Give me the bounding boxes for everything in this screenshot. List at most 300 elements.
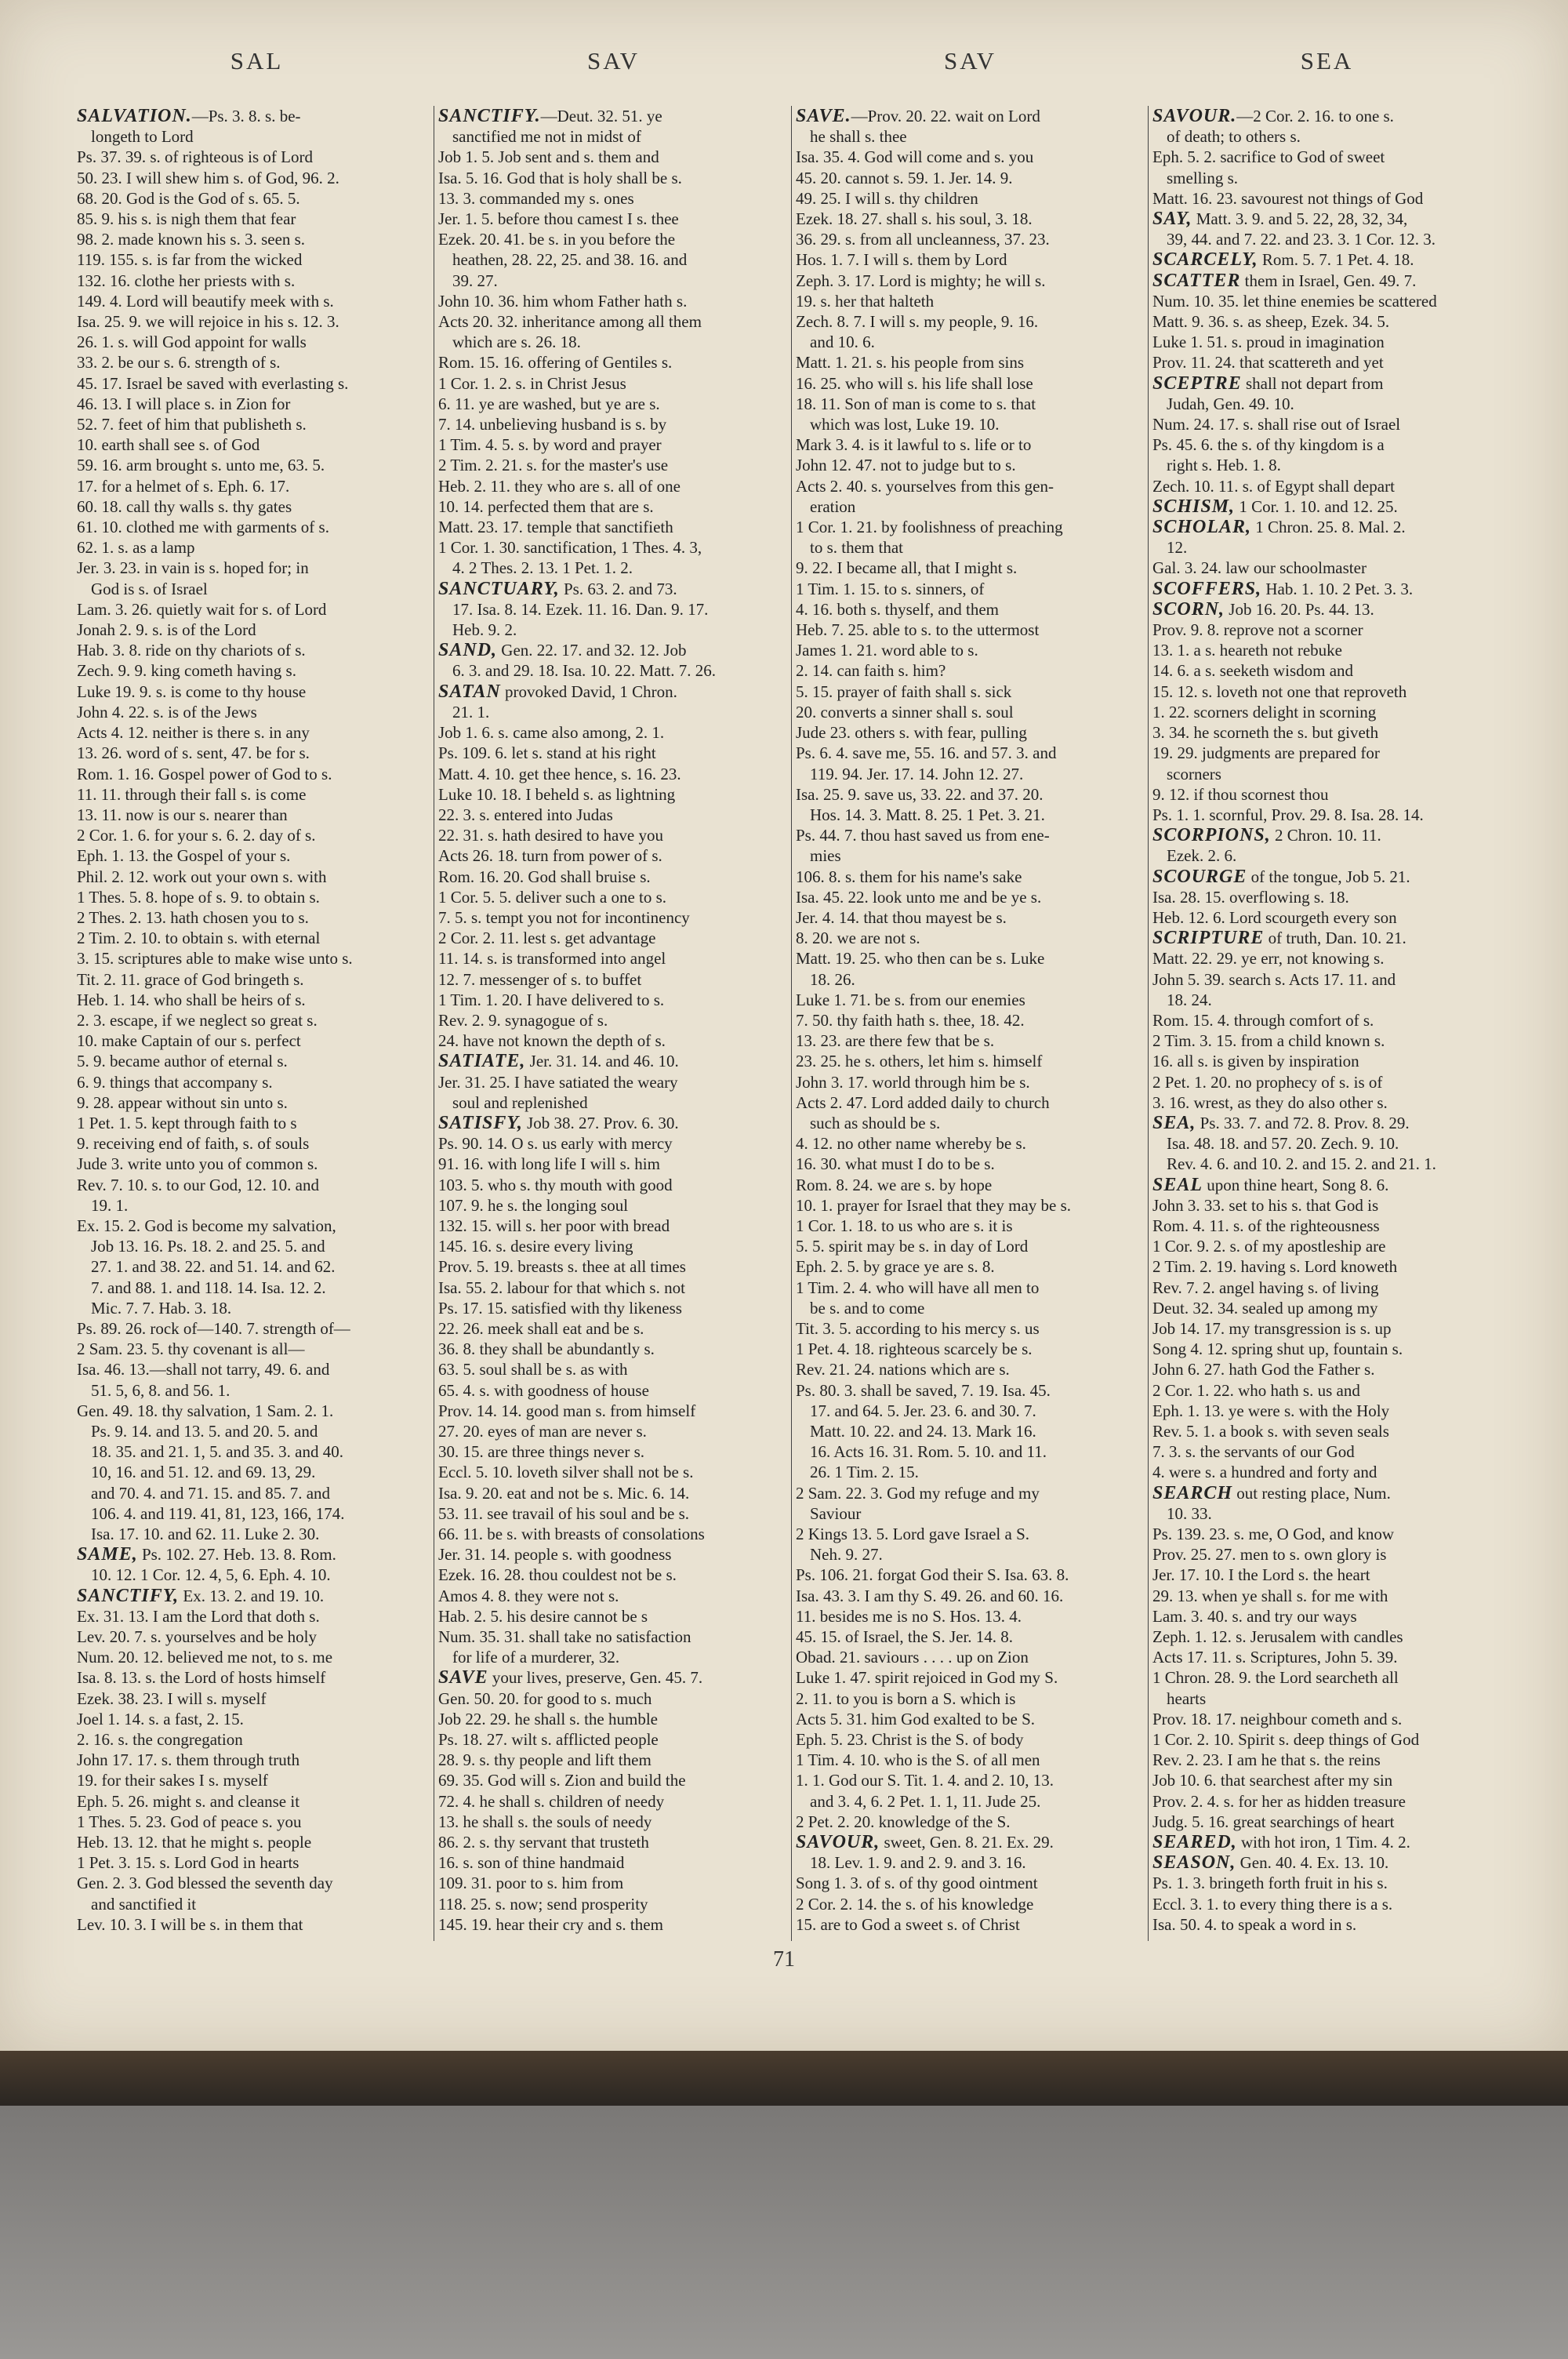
reference-text: 2 Pet. 2. 20. knowledge of the S. — [796, 1812, 1011, 1831]
entry-line — [1152, 825, 1502, 845]
reference-line — [1152, 1154, 1502, 1174]
reference-line — [77, 1010, 426, 1030]
reference-line — [438, 1298, 788, 1318]
reference-text: 15. are to God a sweet s. of Christ — [796, 1914, 1020, 1934]
reference-text: Prov. 11. 24. that scattereth and yet — [1152, 353, 1384, 373]
reference-line — [1152, 352, 1502, 373]
reference-line — [77, 1195, 426, 1216]
reference-text: 12. — [1167, 538, 1188, 558]
reference-text: Hab. 1. 10. 2 Pet. 3. 3. — [1261, 579, 1414, 598]
reference-line — [438, 1256, 788, 1277]
entry-line — [1152, 579, 1502, 599]
reference-line — [77, 1051, 426, 1071]
reference-text: 11. 11. through their fall s. is come — [77, 784, 307, 804]
reference-line — [77, 1894, 426, 1914]
reference-line — [796, 1401, 1145, 1421]
reference-text: Mic. 7. 7. Hab. 3. 18. — [91, 1298, 232, 1318]
reference-text: Isa. 17. 10. and 62. 11. Luke 2. 30. — [91, 1525, 320, 1544]
reference-line — [438, 825, 788, 845]
reference-line — [796, 640, 1145, 660]
reference-line — [1152, 1359, 1502, 1379]
reference-text: Ps. 18. 27. wilt s. afflicted people — [438, 1730, 659, 1750]
reference-line — [796, 1709, 1145, 1729]
reference-text: Rom. 16. 20. God shall bruise s. — [438, 867, 651, 886]
reference-text: Judg. 5. 16. great searchings of heart — [1152, 1812, 1395, 1831]
reference-line — [77, 476, 426, 496]
reference-text: 20. converts a sinner shall s. soul — [796, 702, 1014, 722]
reference-line — [438, 867, 788, 887]
reference-text: Luke 19. 9. s. is come to thy house — [77, 682, 307, 701]
reference-line — [77, 1278, 426, 1298]
reference-line — [77, 1216, 426, 1236]
reference-text: 4. 12. no other name whereby be s. — [796, 1134, 1026, 1154]
reference-text: Rom. 1. 16. Gospel power of God to s. — [77, 764, 332, 783]
reference-line — [77, 1852, 426, 1873]
reference-line — [1152, 845, 1502, 866]
reference-line — [796, 682, 1145, 702]
reference-text: 36. 29. s. from all uncleanness, 37. 23. — [796, 230, 1050, 249]
reference-text: 2. 11. to you is born a S. which is — [796, 1688, 1016, 1708]
reference-line — [438, 1565, 788, 1585]
reference-text: Ex. 13. 2. and 19. 10. — [179, 1586, 325, 1605]
reference-text: 98. 2. made known his s. 3. seen s. — [77, 230, 306, 249]
reference-line — [438, 434, 788, 455]
reference-text: Isa. 43. 3. I am thy S. 49. 26. and 60. 16. — [796, 1586, 1064, 1605]
reference-text: Isa. 9. 20. eat and not be s. Mic. 6. 14. — [438, 1483, 690, 1503]
reference-text: Luke 1. 71. be s. from our enemies — [796, 990, 1025, 1009]
reference-text: Joel 1. 14. s. a fast, 2. 15. — [77, 1709, 244, 1728]
headword: SAND, — [438, 640, 498, 661]
entry-line — [1152, 373, 1502, 394]
reference-line — [1152, 1709, 1502, 1729]
reference-text: 132. 16. clothe her priests with s. — [77, 271, 296, 290]
reference-text: 69. 35. God will s. Zion and build the — [438, 1771, 686, 1790]
reference-text: 22. 26. meek shall eat and be s. — [438, 1318, 644, 1338]
reference-line — [77, 702, 426, 722]
entry-line — [77, 1586, 426, 1606]
reference-line — [77, 1462, 426, 1482]
reference-text: Job 10. 6. that searchest after my sin — [1152, 1771, 1393, 1790]
reference-line — [796, 1175, 1145, 1195]
reference-line — [438, 291, 788, 311]
reference-line — [796, 1791, 1145, 1812]
reference-text: 107. 9. he s. the longing soul — [438, 1195, 629, 1215]
reference-text: John 10. 36. him whom Father hath s. — [438, 291, 688, 311]
reference-text: 10. earth shall see s. of God — [77, 435, 260, 455]
headword: SEAL — [1152, 1174, 1203, 1195]
headword: SANCTIFY, — [77, 1585, 180, 1606]
reference-text: 13. 11. now is our s. nearer than — [77, 805, 288, 824]
reference-text: Rev. 2. 23. I am he that s. the reins — [1152, 1750, 1381, 1770]
reference-text: mies — [810, 846, 841, 866]
reference-line — [796, 168, 1145, 188]
reference-line — [77, 743, 426, 763]
reference-text: 3. 15. scriptures able to make wise unto s. — [77, 949, 353, 969]
headword: SCHOLAR, — [1152, 517, 1252, 538]
reference-text: 2 Tim. 2. 10. to obtain s. with eternal — [77, 929, 321, 948]
reference-text: Ps. 45. 6. the s. of thy kingdom is a — [1152, 435, 1385, 455]
reference-text: Acts 20. 32. inheritance among all them — [438, 312, 702, 332]
reference-line — [1152, 660, 1502, 681]
reference-line — [438, 209, 788, 229]
reference-text: 18. 35. and 21. 1, 5. and 35. 3. and 40. — [91, 1442, 343, 1462]
reference-line — [77, 1832, 426, 1852]
column-1 — [77, 106, 426, 1937]
reference-text: Jer. 31. 14. and 46. 10. — [525, 1052, 679, 1071]
entry-line — [1152, 209, 1502, 229]
reference-text: 4. 2 Thes. 2. 13. 1 Pet. 1. 2. — [452, 558, 633, 578]
reference-text: 2 Kings 13. 5. Lord gave Israel a S. — [796, 1525, 1030, 1544]
reference-line — [77, 1483, 426, 1503]
reference-line — [77, 1236, 426, 1256]
reference-text: Zech. 9. 9. king cometh having s. — [77, 661, 296, 681]
reference-line — [438, 311, 788, 332]
reference-text: Num. 20. 12. believed me not, to s. me — [77, 1648, 333, 1667]
reference-line — [1152, 229, 1502, 249]
reference-text: Hab. 3. 8. ride on thy chariots of s. — [77, 641, 306, 660]
entry-line — [1152, 1852, 1502, 1873]
reference-text: 9. receiving end of faith, s. of souls — [77, 1134, 310, 1154]
reference-line — [438, 660, 788, 681]
entry-line — [1152, 271, 1502, 291]
reference-line — [796, 887, 1145, 907]
reference-text: 8. 20. we are not s. — [796, 929, 920, 948]
reference-text: Phil. 2. 12. work out your own s. with — [77, 867, 327, 886]
reference-line — [438, 229, 788, 249]
entry-line — [1152, 928, 1502, 948]
reference-line — [77, 660, 426, 681]
reference-text: 7. 50. thy faith hath s. thee, 18. 42. — [796, 1010, 1025, 1030]
reference-line — [1152, 1544, 1502, 1565]
reference-text: 52. 7. feet of him that publisheth s. — [77, 415, 307, 434]
entry-line — [1152, 1175, 1502, 1195]
running-header-2: SAV — [586, 47, 641, 75]
reference-line — [77, 496, 426, 517]
reference-text: Prov. 2. 4. s. for her as hidden treasure — [1152, 1791, 1406, 1811]
reference-line — [438, 887, 788, 907]
reference-line — [796, 1072, 1145, 1092]
reference-line — [438, 1421, 788, 1441]
running-header-3: SAV — [943, 47, 997, 75]
reference-line — [438, 1339, 788, 1359]
reference-line — [438, 271, 788, 291]
reference-line — [77, 455, 426, 475]
reference-line — [77, 1914, 426, 1935]
reference-text: 19. 1. — [91, 1195, 129, 1215]
reference-text: your lives, preserve, Gen. 45. 7. — [488, 1668, 703, 1688]
reference-line — [77, 1256, 426, 1277]
concordance-columns — [77, 106, 1505, 1937]
reference-text: Ps. 9. 14. and 13. 5. and 20. 5. and — [91, 1422, 318, 1441]
reference-text: 60. 18. call thy walls s. thy gates — [77, 496, 292, 516]
reference-line — [77, 517, 426, 537]
reference-text: Ps. 37. 39. s. of righteous is of Lord — [77, 147, 313, 167]
reference-line — [438, 599, 788, 620]
reference-line — [438, 373, 788, 394]
entry-line — [1152, 1483, 1502, 1503]
column-4 — [1152, 106, 1502, 1937]
reference-text: Luke 1. 47. spirit rejoiced in God my S. — [796, 1668, 1058, 1688]
reference-text: 2 Tim. 3. 15. from a child known s. — [1152, 1031, 1385, 1051]
reference-text: Jude 3. write unto you of common s. — [77, 1154, 318, 1174]
reference-text: Ps. 63. 2. and 73. — [559, 579, 677, 598]
reference-line — [438, 249, 788, 270]
reference-line — [796, 517, 1145, 537]
reference-text: he shall s. thee — [810, 127, 907, 147]
headword: SAVE. — [796, 106, 851, 126]
reference-line — [77, 682, 426, 702]
reference-text: 28. 9. s. thy people and lift them — [438, 1750, 652, 1770]
reference-text: 16. Acts 16. 31. Rom. 5. 10. and 11. — [810, 1442, 1047, 1462]
reference-text: Ex. 15. 2. God is become my salvation, — [77, 1216, 336, 1235]
reference-text: Ezek. 16. 28. thou couldest not be s. — [438, 1565, 677, 1585]
reference-text: Isa. 28. 15. overflowing s. 18. — [1152, 887, 1349, 907]
reference-line — [796, 764, 1145, 784]
reference-text: and 3. 4, 6. 2 Pet. 1. 1, 11. Jude 25. — [810, 1791, 1041, 1811]
reference-text: 132. 15. will s. her poor with bread — [438, 1216, 670, 1235]
reference-line — [796, 1010, 1145, 1030]
reference-line — [796, 126, 1145, 147]
reference-line — [77, 209, 426, 229]
reference-text: 13. he shall s. the souls of needy — [438, 1812, 652, 1831]
reference-line — [77, 1113, 426, 1133]
reference-line — [796, 1770, 1145, 1790]
headword: SCOFFERS, — [1152, 578, 1262, 599]
reference-text: Rev. 5. 1. a book s. with seven seals — [1152, 1422, 1389, 1441]
reference-text: Neh. 9. 27. — [810, 1545, 883, 1565]
reference-text: Zech. 10. 11. s. of Egypt shall depart — [1152, 476, 1395, 496]
reference-text: 2. 14. can faith s. him? — [796, 661, 946, 681]
reference-line — [796, 845, 1145, 866]
reference-text: 9. 28. appear without sin unto s. — [77, 1092, 288, 1112]
reference-text: Matt. 22. 29. ye err, not knowing s. — [1152, 949, 1385, 969]
reference-line — [796, 1812, 1145, 1832]
reference-line — [1152, 1421, 1502, 1441]
reference-text: Ezek. 2. 6. — [1167, 846, 1237, 866]
reference-text: Ezek. 20. 41. be s. in you before the — [438, 230, 676, 249]
column-3 — [796, 106, 1145, 1937]
reference-text: and 70. 4. and 71. 15. and 85. 7. and — [91, 1483, 331, 1503]
reference-line — [438, 784, 788, 805]
reference-line — [77, 845, 426, 866]
reference-text: Judah, Gen. 49. 10. — [1167, 394, 1294, 413]
reference-text: eration — [810, 496, 856, 516]
reference-line — [438, 1175, 788, 1195]
reference-text: sweet, Gen. 8. 21. Ex. 29. — [880, 1833, 1054, 1852]
reference-line — [438, 1606, 788, 1627]
reference-line — [438, 1195, 788, 1216]
reference-text: Rom. 15. 16. offering of Gentiles s. — [438, 353, 673, 373]
reference-line — [796, 579, 1145, 599]
reference-line — [438, 1072, 788, 1092]
reference-line — [438, 147, 788, 167]
entry-line — [1152, 867, 1502, 887]
reference-text: 145. 16. s. desire every living — [438, 1237, 633, 1256]
reference-text: 26. 1. s. will God appoint for walls — [77, 333, 307, 352]
reference-text: smelling s. — [1167, 168, 1239, 187]
reference-line — [438, 990, 788, 1010]
reference-line — [77, 1421, 426, 1441]
reference-text: longeth to Lord — [91, 127, 194, 147]
reference-text: 49. 25. I will s. thy children — [796, 188, 978, 208]
reference-text: Gen. 40. 4. Ex. 13. 10. — [1236, 1853, 1389, 1873]
reference-text: 1 Tim. 1. 20. I have delivered to s. — [438, 990, 665, 1009]
reference-line — [438, 537, 788, 558]
reference-line — [796, 1236, 1145, 1256]
reference-text: Eccl. 5. 10. loveth silver shall not be s. — [438, 1463, 694, 1482]
reference-line — [796, 1667, 1145, 1688]
reference-line — [796, 1627, 1145, 1647]
reference-text: 27. 20. eyes of man are never s. — [438, 1422, 647, 1441]
reference-line — [438, 352, 788, 373]
reference-line — [1152, 764, 1502, 784]
reference-line — [796, 147, 1145, 167]
headword: SAME, — [77, 1544, 138, 1565]
reference-line — [438, 764, 788, 784]
headword: SAVOUR, — [796, 1832, 880, 1853]
reference-line — [77, 1524, 426, 1544]
reference-text: and 10. 6. — [810, 333, 875, 352]
reference-line — [438, 722, 788, 743]
reference-text: 66. 11. be s. with breasts of consolations — [438, 1525, 705, 1544]
reference-line — [77, 1175, 426, 1195]
reference-line — [77, 1606, 426, 1627]
reference-text: 10. 12. 1 Cor. 12. 4, 5, 6. Eph. 4. 10. — [91, 1565, 331, 1585]
reference-line — [438, 394, 788, 414]
reference-line — [438, 1832, 788, 1852]
reference-line — [438, 1133, 788, 1154]
reference-text: 65. 4. s. with goodness of house — [438, 1380, 649, 1400]
reference-text: out resting place, Num. — [1232, 1483, 1391, 1503]
reference-line — [1152, 990, 1502, 1010]
reference-line — [796, 249, 1145, 270]
reference-line — [1152, 1647, 1502, 1667]
reference-text: 16. 25. who will s. his life shall lose — [796, 373, 1033, 393]
reference-text: Rom. 8. 24. we are s. by hope — [796, 1175, 993, 1194]
reference-text: Gen. 22. 17. and 32. 12. Job — [497, 641, 687, 660]
reference-text: 5. 5. spirit may be s. in day of Lord — [796, 1237, 1029, 1256]
headword: SCRIPTURE — [1152, 928, 1265, 949]
reference-text: Matt. 4. 10. get thee hence, s. 16. 23. — [438, 764, 681, 783]
reference-text: 36. 8. they shall be abundantly s. — [438, 1339, 655, 1359]
reference-text: 17. and 64. 5. Jer. 23. 6. and 30. 7. — [810, 1401, 1036, 1420]
reference-text: Ps. 109. 6. let s. stand at his right — [438, 743, 656, 763]
reference-line — [77, 1072, 426, 1092]
reference-line — [77, 969, 426, 990]
headword: SATAN — [438, 681, 501, 702]
reference-line — [796, 496, 1145, 517]
reference-line — [1152, 1441, 1502, 1462]
reference-line — [438, 476, 788, 496]
reference-text: 29. 13. when ye shall s. for me with — [1152, 1586, 1388, 1605]
reference-text: Acts 17. 11. s. Scriptures, John 5. 39. — [1152, 1648, 1398, 1667]
reference-text: Jude 23. others s. with fear, pulling — [796, 723, 1027, 743]
reference-line — [1152, 682, 1502, 702]
reference-text: 86. 2. s. thy servant that trusteth — [438, 1833, 649, 1852]
reference-text: Heb. 7. 25. able to s. to the uttermost — [796, 620, 1040, 640]
headword: SCORN, — [1152, 598, 1225, 620]
reference-line — [438, 1524, 788, 1544]
reference-line — [796, 1524, 1145, 1544]
reference-text: 1 Chron. 25. 8. Mal. 2. — [1251, 518, 1406, 537]
reference-text: Isa. 5. 16. God that is holy shall be s. — [438, 168, 682, 187]
reference-line — [77, 1791, 426, 1812]
reference-text: Heb. 2. 11. they who are s. all of one — [438, 476, 681, 496]
reference-line — [77, 1318, 426, 1339]
reference-line — [796, 825, 1145, 845]
headword: SANCTIFY. — [438, 106, 541, 126]
reference-line — [77, 928, 426, 948]
reference-line — [438, 1462, 788, 1482]
reference-text: 1 Tim. 1. 15. to s. sinners, of — [796, 579, 985, 598]
reference-line — [77, 1359, 426, 1379]
entry-line — [438, 579, 788, 599]
reference-line — [1152, 1750, 1502, 1770]
headword: SCORPIONS, — [1152, 825, 1271, 846]
reference-text: 1 Pet. 1. 5. kept through faith to s — [77, 1113, 297, 1132]
reference-line — [796, 1318, 1145, 1339]
reference-line — [1152, 805, 1502, 825]
reference-text: 27. 1. and 38. 22. and 51. 14. and 62. — [91, 1257, 336, 1277]
reference-line — [77, 229, 426, 249]
reference-text: Gen. 2. 3. God blessed the seventh day — [77, 1874, 333, 1893]
reference-line — [1152, 1524, 1502, 1544]
reference-text: 19. 29. judgments are prepared for — [1152, 743, 1380, 763]
entry-line — [1152, 1832, 1502, 1852]
reference-line — [796, 455, 1145, 475]
reference-text: 7. 14. unbelieving husband is s. by — [438, 415, 667, 434]
reference-line — [77, 168, 426, 188]
reference-text: 46. 13. I will place s. in Zion for — [77, 394, 291, 413]
reference-text: Ps. 1. 1. scornful, Prov. 29. 8. Isa. 28. 14. — [1152, 805, 1424, 824]
reference-line — [438, 168, 788, 188]
reference-line — [438, 1688, 788, 1709]
reference-text: 106. 4. and 119. 41, 81, 123, 166, 174. — [91, 1503, 345, 1523]
reference-line — [438, 496, 788, 517]
reference-line — [77, 1729, 426, 1750]
reference-line — [438, 1894, 788, 1914]
reference-line — [77, 620, 426, 640]
reference-line — [1152, 537, 1502, 558]
reference-text: Lam. 3. 40. s. and try our ways — [1152, 1606, 1357, 1626]
reference-text: Rev. 7. 10. s. to our God, 12. 10. and — [77, 1175, 319, 1194]
reference-text: 13. 26. word of s. sent, 47. be for s. — [77, 743, 310, 763]
reference-text: 22. 31. s. hath desired to have you — [438, 826, 663, 845]
entry-line — [796, 106, 1145, 126]
reference-text: 2 Sam. 23. 5. thy covenant is all— — [77, 1339, 305, 1359]
reference-text: 6. 9. things that accompany s. — [77, 1072, 273, 1092]
reference-line — [796, 558, 1145, 578]
headword: SCARCELY, — [1152, 249, 1258, 271]
reference-line — [438, 805, 788, 825]
entry-line — [438, 1051, 788, 1071]
reference-line — [796, 1483, 1145, 1503]
reference-text: John 3. 33. set to his s. that God is — [1152, 1195, 1379, 1215]
reference-line — [796, 1113, 1145, 1133]
reference-text: 1 Cor. 1. 10. and 12. 25. — [1235, 496, 1398, 516]
reference-line — [796, 1565, 1145, 1585]
reference-line — [77, 332, 426, 352]
reference-text: Job 1. 6. s. came also among, 2. 1. — [438, 723, 665, 743]
reference-text: of the tongue, Job 5. 21. — [1247, 867, 1410, 886]
reference-line — [1152, 1278, 1502, 1298]
reference-line — [77, 1667, 426, 1688]
entry-line — [1152, 249, 1502, 270]
reference-text: hearts — [1167, 1688, 1207, 1708]
reference-line — [796, 476, 1145, 496]
running-headers — [78, 47, 1505, 94]
reference-line — [796, 620, 1145, 640]
